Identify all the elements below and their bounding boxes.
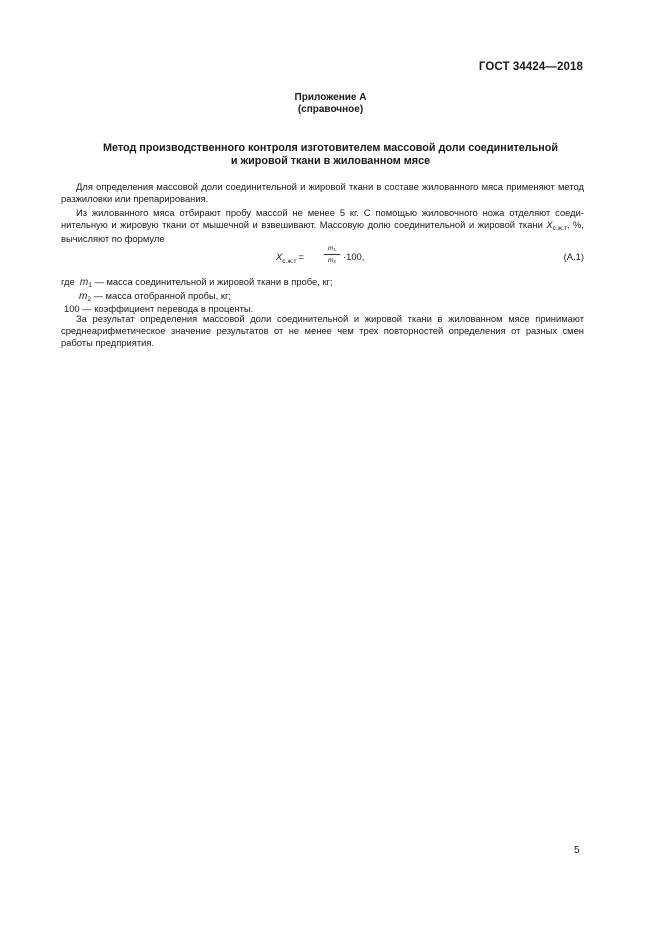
page-number: 5 — [574, 844, 580, 856]
appendix-heading — [0, 92, 661, 116]
definition-m2-symbol: m — [79, 290, 88, 302]
section-title — [0, 142, 661, 168]
denominator-subscript: 2 — [333, 259, 336, 264]
section-title-line-2: и жировой ткани в жилованном мясе — [230, 155, 431, 167]
procedure-unit: , %, — [566, 218, 584, 230]
paragraph-procedure-line-3: вычисляют по формуле — [61, 232, 165, 244]
formula-lhs-symbol: X — [276, 251, 283, 262]
appendix-title: Приложение А — [294, 92, 367, 103]
formula-numerator — [324, 244, 340, 253]
paragraph-procedure-line-2 — [61, 219, 584, 233]
formula-a1 — [61, 244, 584, 270]
formula-equals: = — [298, 251, 304, 262]
fraction-bar — [324, 254, 340, 255]
symbol-x: X — [546, 218, 553, 230]
denominator-symbol: m — [328, 257, 334, 264]
definition-m2-subscript: 2 — [87, 295, 91, 303]
definition-m1-text: — масса соединительной и жировой ткани в пробе, кг; — [91, 276, 333, 287]
definitions-where: где — [61, 276, 75, 287]
definition-100: 100 — коэффициент перевода в проценты. — [64, 303, 254, 315]
paragraph-procedure — [61, 207, 584, 244]
appendix-note: (справочное) — [297, 104, 364, 115]
formula-denominator — [324, 256, 340, 265]
formula-lhs-subscript: с.ж.т — [282, 258, 297, 265]
document-standard-id: ГОСТ 34424—2018 — [478, 61, 583, 73]
formula-number: (А.1) — [563, 251, 584, 262]
paragraph-procedure-line-1: Из жилованного мяса отбирают пробу массой не менее 5 кг. С помощью жиловочного ножа отделяют соеди- — [76, 207, 584, 218]
paragraph-result: За результат определения массовой доли соединительной и жировой ткани в жилованном мясе принимают среднеарифметическое значение результатов от не менее чем трех повторностей определения от разных смен работы предприятия. — [61, 313, 584, 348]
definition-m1-subscript: 1 — [88, 282, 92, 289]
procedure-text: нительную и жировую ткани от мышечной и взвешивают. Массовую долю соединительной и жировой ткани — [61, 218, 543, 230]
paragraph-method: Для определения массовой доли соединительной и жировой ткани в составе жилованного мяса применяют метод разжиловки или препарирования. — [61, 181, 584, 204]
definition-m1-symbol: m — [79, 277, 89, 288]
section-title-line-1: Метод производственного контроля изготовителем массовой доли соединительной — [102, 142, 559, 154]
numerator-subscript: 1 — [333, 247, 336, 252]
symbol-x-subscript: с.ж.т — [552, 224, 567, 232]
variable-definitions — [61, 276, 333, 315]
definition-m2-text: — масса отобранной пробы, кг; — [90, 289, 231, 301]
formula-fraction — [324, 244, 340, 265]
numerator-symbol: m — [328, 245, 334, 252]
definition-m2 — [61, 290, 333, 304]
definition-m1 — [61, 276, 333, 290]
formula-multiplier: ·100, — [343, 251, 365, 262]
formula-lhs — [276, 251, 304, 265]
